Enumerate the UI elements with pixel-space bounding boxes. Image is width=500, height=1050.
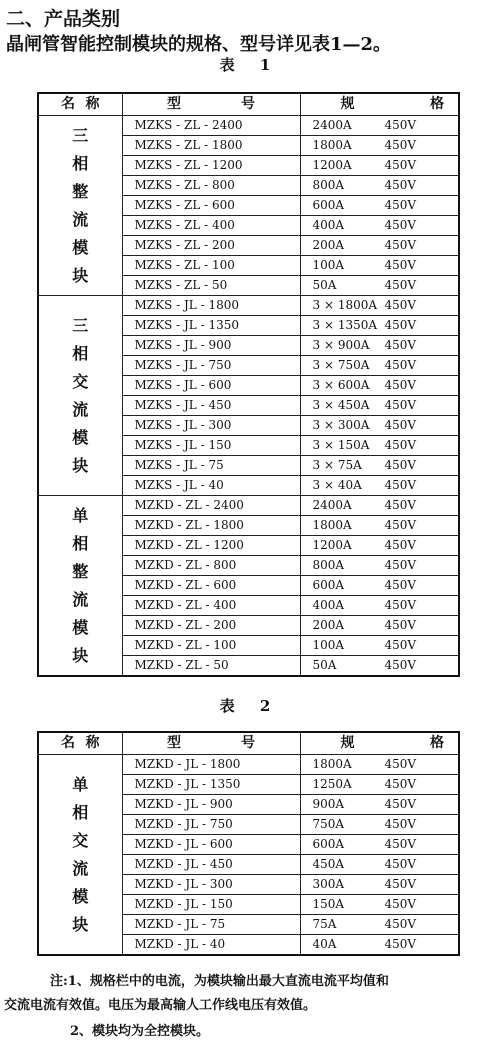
spec-cell bbox=[300, 755, 459, 775]
model-cell: MZKD - ZL - 1800 bbox=[122, 516, 300, 536]
spec-current: 3 × 450A bbox=[312, 398, 370, 412]
spec-current: 3 × 1800A bbox=[312, 298, 378, 312]
spec-voltage: 450V bbox=[384, 138, 417, 152]
spec-current: 50A bbox=[312, 658, 337, 672]
header-spec: 规 格 bbox=[300, 93, 459, 116]
spec-voltage: 450V bbox=[384, 638, 417, 652]
spec-voltage: 450V bbox=[384, 777, 417, 791]
model-cell: MZKD - JL - 750 bbox=[122, 815, 300, 835]
spec-voltage: 450V bbox=[384, 338, 417, 352]
spec-current: 200A bbox=[312, 618, 345, 632]
model-cell: MZKS - ZL - 200 bbox=[122, 236, 300, 256]
model-cell: MZKD - JL - 1800 bbox=[122, 755, 300, 775]
section-subheading: 晶闸管智能控制模块的规格、型号详见表1—2。 bbox=[6, 34, 392, 55]
note-line-1: 注:1、规格栏中的电流，为模块输出最大直流电流平均值和 bbox=[50, 974, 389, 989]
spec-voltage: 450V bbox=[384, 118, 417, 132]
model-cell: MZKD - JL - 300 bbox=[122, 875, 300, 895]
spec-voltage: 450V bbox=[384, 877, 417, 891]
table-row bbox=[38, 496, 459, 516]
table1-header-row bbox=[38, 93, 459, 116]
group-name: 三相交流模块 bbox=[38, 296, 122, 496]
spec-current: 3 × 40A bbox=[312, 478, 362, 492]
spec-current: 900A bbox=[312, 797, 345, 811]
spec-voltage: 450V bbox=[384, 817, 417, 831]
spec-cell bbox=[300, 136, 459, 156]
spec-current: 3 × 600A bbox=[312, 378, 370, 392]
model-cell: MZKD - JL - 1350 bbox=[122, 775, 300, 795]
group-name: 单相交流模块 bbox=[38, 755, 122, 956]
spec-voltage: 450V bbox=[384, 498, 417, 512]
spec-current: 1800A bbox=[312, 138, 352, 152]
spec-voltage: 450V bbox=[384, 318, 417, 332]
model-cell: MZKS - JL - 300 bbox=[122, 416, 300, 436]
model-cell: MZKS - ZL - 600 bbox=[122, 196, 300, 216]
model-cell: MZKS - ZL - 1200 bbox=[122, 156, 300, 176]
spec-current: 3 × 1350A bbox=[312, 318, 378, 332]
model-cell: MZKD - JL - 75 bbox=[122, 915, 300, 935]
spec-cell bbox=[300, 855, 459, 875]
spec-cell bbox=[300, 616, 459, 636]
model-cell: MZKS - JL - 1350 bbox=[122, 316, 300, 336]
spec-current: 3 × 75A bbox=[312, 458, 362, 472]
spec-voltage: 450V bbox=[384, 518, 417, 532]
spec-voltage: 450V bbox=[384, 418, 417, 432]
spec-cell bbox=[300, 116, 459, 136]
spec-cell bbox=[300, 196, 459, 216]
spec-voltage: 450V bbox=[384, 757, 417, 771]
model-cell: MZKS - JL - 75 bbox=[122, 456, 300, 476]
spec-cell bbox=[300, 496, 459, 516]
spec-cell bbox=[300, 456, 459, 476]
spec-cell bbox=[300, 236, 459, 256]
spec-current: 1800A bbox=[312, 757, 352, 771]
spec-voltage: 450V bbox=[384, 298, 417, 312]
table2 bbox=[37, 731, 460, 956]
spec-current: 1200A bbox=[312, 538, 352, 552]
spec-cell bbox=[300, 156, 459, 176]
header-model: 型 号 bbox=[122, 732, 300, 755]
spec-cell bbox=[300, 396, 459, 416]
spec-voltage: 450V bbox=[384, 458, 417, 472]
note-line-2: 交流电流有效值。电压为最高输人工作线电压有效值。 bbox=[4, 998, 317, 1013]
spec-cell bbox=[300, 875, 459, 895]
model-cell: MZKS - ZL - 400 bbox=[122, 216, 300, 236]
spec-cell bbox=[300, 795, 459, 815]
spec-current: 750A bbox=[312, 817, 345, 831]
spec-voltage: 450V bbox=[384, 558, 417, 572]
model-cell: MZKD - ZL - 2400 bbox=[122, 496, 300, 516]
model-cell: MZKS - ZL - 800 bbox=[122, 176, 300, 196]
section-heading: 二、产品类别 bbox=[6, 8, 121, 30]
spec-current: 75A bbox=[312, 917, 337, 931]
spec-current: 400A bbox=[312, 218, 345, 232]
spec-cell bbox=[300, 915, 459, 935]
spec-voltage: 450V bbox=[384, 438, 417, 452]
model-cell: MZKD - ZL - 800 bbox=[122, 556, 300, 576]
spec-cell bbox=[300, 476, 459, 496]
spec-cell bbox=[300, 815, 459, 835]
spec-current: 600A bbox=[312, 837, 345, 851]
model-cell: MZKD - ZL - 600 bbox=[122, 576, 300, 596]
spec-current: 50A bbox=[312, 278, 337, 292]
header-model: 型 号 bbox=[122, 93, 300, 116]
spec-cell bbox=[300, 416, 459, 436]
spec-current: 800A bbox=[312, 558, 345, 572]
spec-voltage: 450V bbox=[384, 478, 417, 492]
spec-current: 800A bbox=[312, 178, 345, 192]
spec-current: 40A bbox=[312, 937, 337, 951]
spec-voltage: 450V bbox=[384, 398, 417, 412]
spec-current: 3 × 300A bbox=[312, 418, 370, 432]
spec-cell bbox=[300, 596, 459, 616]
spec-voltage: 450V bbox=[384, 837, 417, 851]
spec-cell bbox=[300, 576, 459, 596]
spec-cell bbox=[300, 316, 459, 336]
spec-voltage: 450V bbox=[384, 358, 417, 372]
group-name: 三相整流模块 bbox=[38, 116, 122, 296]
model-cell: MZKD - JL - 450 bbox=[122, 855, 300, 875]
table2-caption: 表 2 bbox=[219, 697, 281, 715]
spec-voltage: 450V bbox=[384, 258, 417, 272]
spec-voltage: 450V bbox=[384, 538, 417, 552]
table-row bbox=[38, 116, 459, 136]
model-cell: MZKD - ZL - 400 bbox=[122, 596, 300, 616]
group-name: 单相整流模块 bbox=[38, 496, 122, 677]
spec-current: 150A bbox=[312, 897, 345, 911]
table-row bbox=[38, 296, 459, 316]
table1-caption: 表 1 bbox=[219, 56, 281, 74]
spec-current: 2400A bbox=[312, 498, 352, 512]
spec-voltage: 450V bbox=[384, 897, 417, 911]
spec-cell bbox=[300, 656, 459, 677]
spec-cell bbox=[300, 296, 459, 316]
spec-cell bbox=[300, 556, 459, 576]
model-cell: MZKD - ZL - 50 bbox=[122, 656, 300, 677]
model-cell: MZKS - JL - 750 bbox=[122, 356, 300, 376]
spec-voltage: 450V bbox=[384, 598, 417, 612]
spec-current: 300A bbox=[312, 877, 345, 891]
model-cell: MZKS - JL - 1800 bbox=[122, 296, 300, 316]
model-cell: MZKD - JL - 600 bbox=[122, 835, 300, 855]
model-cell: MZKS - ZL - 1800 bbox=[122, 136, 300, 156]
spec-current: 3 × 900A bbox=[312, 338, 370, 352]
spec-voltage: 450V bbox=[384, 198, 417, 212]
spec-voltage: 450V bbox=[384, 797, 417, 811]
spec-current: 600A bbox=[312, 198, 345, 212]
model-cell: MZKS - JL - 450 bbox=[122, 396, 300, 416]
spec-cell bbox=[300, 536, 459, 556]
spec-current: 1800A bbox=[312, 518, 352, 532]
spec-cell bbox=[300, 636, 459, 656]
spec-cell bbox=[300, 775, 459, 795]
spec-cell bbox=[300, 276, 459, 296]
spec-current: 3 × 750A bbox=[312, 358, 370, 372]
model-cell: MZKD - ZL - 1200 bbox=[122, 536, 300, 556]
header-name: 名 称 bbox=[38, 732, 122, 755]
spec-cell bbox=[300, 176, 459, 196]
spec-cell bbox=[300, 516, 459, 536]
spec-voltage: 450V bbox=[384, 578, 417, 592]
spec-cell bbox=[300, 256, 459, 276]
model-cell: MZKD - JL - 150 bbox=[122, 895, 300, 915]
spec-voltage: 450V bbox=[384, 278, 417, 292]
spec-voltage: 450V bbox=[384, 218, 417, 232]
model-cell: MZKS - JL - 150 bbox=[122, 436, 300, 456]
spec-current: 2400A bbox=[312, 118, 352, 132]
note-line-3: 2、模块均为全控模块。 bbox=[70, 1024, 210, 1039]
spec-voltage: 450V bbox=[384, 857, 417, 871]
spec-cell bbox=[300, 356, 459, 376]
spec-voltage: 450V bbox=[384, 178, 417, 192]
spec-cell bbox=[300, 336, 459, 356]
spec-voltage: 450V bbox=[384, 158, 417, 172]
spec-cell bbox=[300, 835, 459, 855]
spec-current: 600A bbox=[312, 578, 345, 592]
spec-current: 200A bbox=[312, 238, 345, 252]
table-row bbox=[38, 755, 459, 775]
model-cell: MZKS - JL - 40 bbox=[122, 476, 300, 496]
model-cell: MZKD - JL - 40 bbox=[122, 935, 300, 956]
spec-voltage: 450V bbox=[384, 618, 417, 632]
header-name: 名 称 bbox=[38, 93, 122, 116]
spec-voltage: 450V bbox=[384, 238, 417, 252]
spec-cell bbox=[300, 216, 459, 236]
spec-cell bbox=[300, 376, 459, 396]
model-cell: MZKD - ZL - 100 bbox=[122, 636, 300, 656]
model-cell: MZKS - ZL - 50 bbox=[122, 276, 300, 296]
model-cell: MZKD - JL - 900 bbox=[122, 795, 300, 815]
spec-voltage: 450V bbox=[384, 658, 417, 672]
spec-voltage: 450V bbox=[384, 917, 417, 931]
spec-current: 400A bbox=[312, 598, 345, 612]
spec-current: 100A bbox=[312, 638, 345, 652]
table1 bbox=[37, 92, 460, 677]
spec-current: 450A bbox=[312, 857, 345, 871]
model-cell: MZKS - JL - 900 bbox=[122, 336, 300, 356]
header-spec: 规 格 bbox=[300, 732, 459, 755]
model-cell: MZKD - ZL - 200 bbox=[122, 616, 300, 636]
spec-current: 1250A bbox=[312, 777, 352, 791]
spec-cell bbox=[300, 895, 459, 915]
spec-current: 3 × 150A bbox=[312, 438, 370, 452]
model-cell: MZKS - ZL - 100 bbox=[122, 256, 300, 276]
table2-header-row bbox=[38, 732, 459, 755]
model-cell: MZKS - ZL - 2400 bbox=[122, 116, 300, 136]
spec-cell bbox=[300, 935, 459, 956]
spec-cell bbox=[300, 436, 459, 456]
spec-voltage: 450V bbox=[384, 937, 417, 951]
spec-current: 1200A bbox=[312, 158, 352, 172]
spec-voltage: 450V bbox=[384, 378, 417, 392]
model-cell: MZKS - JL - 600 bbox=[122, 376, 300, 396]
spec-current: 100A bbox=[312, 258, 345, 272]
